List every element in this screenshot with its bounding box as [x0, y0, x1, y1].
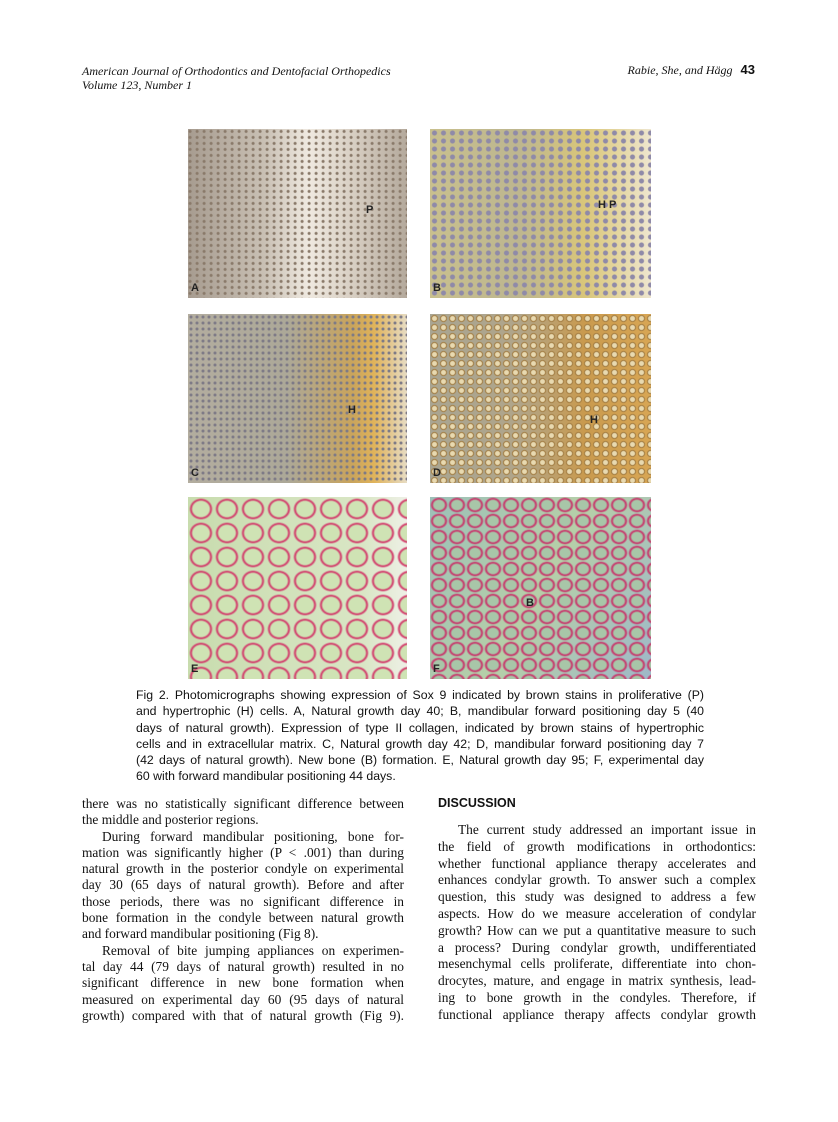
panel-mark: H [590, 414, 598, 426]
text-line: a process? During condylar growth, undifferentiated [438, 939, 756, 955]
text-line: mation was significantly higher (P < .001) than during [82, 844, 404, 860]
panel-letter: C [191, 467, 199, 479]
panel-mark: H P [598, 199, 617, 211]
text-line: those periods, there was no significant difference in [82, 893, 404, 909]
text-line: The current study addressed an important issue in [458, 822, 756, 837]
micrograph-panel-f [430, 497, 651, 679]
caption-line: 60 with forward mandibular positioning 44 days. [136, 769, 396, 784]
journal-volume: Volume 123, Number 1 [82, 78, 192, 92]
caption-line: and hypertrophic (H) cells. A, Natural growth day 40; B, mandibular forward positioning day 5 (40 [136, 704, 704, 719]
panel-mark: H [348, 404, 356, 416]
text-line: there was no statistically significant difference between [82, 796, 404, 811]
text-line: and forward mandibular positioning (Fig 8). [82, 926, 319, 942]
discussion-text [438, 822, 756, 1024]
panel-letter: A [191, 282, 199, 294]
text-line: significant difference in new bone formation when [82, 975, 404, 991]
panel-mark: P [366, 204, 374, 216]
text-line: tal day 44 (79 days of natural growth) resulted in no [82, 958, 404, 974]
caption-line: Fig 2. Photomicrographs showing expression of Sox 9 indicated by brown stains in proliferative (P) [136, 688, 704, 702]
text-line: mesenchymal cells proliferate, differentiate into chon- [438, 956, 756, 972]
text-line: whether functional appliance therapy accelerates and [438, 855, 756, 871]
text-line: aspects. How do we measure acceleration of condylar [438, 905, 756, 921]
text-line: day 30 (65 days of natural growth). Before and after [82, 877, 404, 893]
left-column-text [82, 796, 404, 1024]
text-line: bone formation in the condyle between natural growth [82, 910, 404, 926]
text-line: growth) compared with that of natural growth (Fig 9). [82, 1007, 404, 1023]
panel-mark: B [526, 597, 534, 609]
text-line: drocytes, mature, and engage in matrix synthesis, lead- [438, 973, 756, 989]
text-line: natural growth in the posterior condyle on experimental [82, 861, 404, 877]
panel-letter: B [433, 282, 441, 294]
micrograph-panel-a [188, 129, 407, 298]
running-header-right [628, 63, 755, 77]
text-line: the field of growth modifications in orthodontics: [438, 838, 756, 854]
text-line: Removal of bite jumping appliances on experimen- [102, 942, 404, 958]
panel-letter: F [433, 663, 440, 675]
micrograph-panel-b [430, 129, 651, 298]
text-line: enhances condylar growth. To answer such a complex [438, 872, 756, 888]
journal-title: American Journal of Orthodontics and Dentofacial Orthopedics [82, 64, 391, 78]
caption-line: (42 days of natural growth). New bone (B) formation. E, Natural growth day 95; F, experimental day [136, 753, 704, 768]
micrograph-panel-d [430, 314, 651, 483]
text-line: ing to bone growth in the condyles. Therefore, if [438, 989, 756, 1005]
panel-letter: D [433, 467, 441, 479]
micrograph-panel-c [188, 314, 407, 483]
section-heading-discussion: DISCUSSION [438, 796, 516, 810]
text-line: measured on experimental day 60 (95 days of natural [82, 991, 404, 1007]
caption-line: cells and in extracellular matrix. C, Natural growth day 42; D, mandibular forward positioning day 7 [136, 736, 704, 751]
authors: Rabie, She, and Hägg [627, 63, 733, 77]
caption-line: days of natural growth). Expression of type II collagen, indicated by brown stains of hypertrophic [136, 720, 704, 735]
text-line: During forward mandibular positioning, bone for- [102, 828, 404, 844]
page-number: 43 [740, 62, 755, 77]
text-line: the middle and posterior regions. [82, 812, 259, 828]
text-line: functional appliance therapy affects condylar growth [438, 1006, 756, 1022]
micrograph-panel-e [188, 497, 407, 679]
running-header-left [82, 64, 391, 92]
figure-caption [136, 687, 704, 785]
text-line: growth? How can we put a quantitative measure to such [438, 922, 756, 938]
text-line: question, this study was designed to address a few [438, 889, 756, 905]
panel-letter: E [191, 663, 199, 675]
